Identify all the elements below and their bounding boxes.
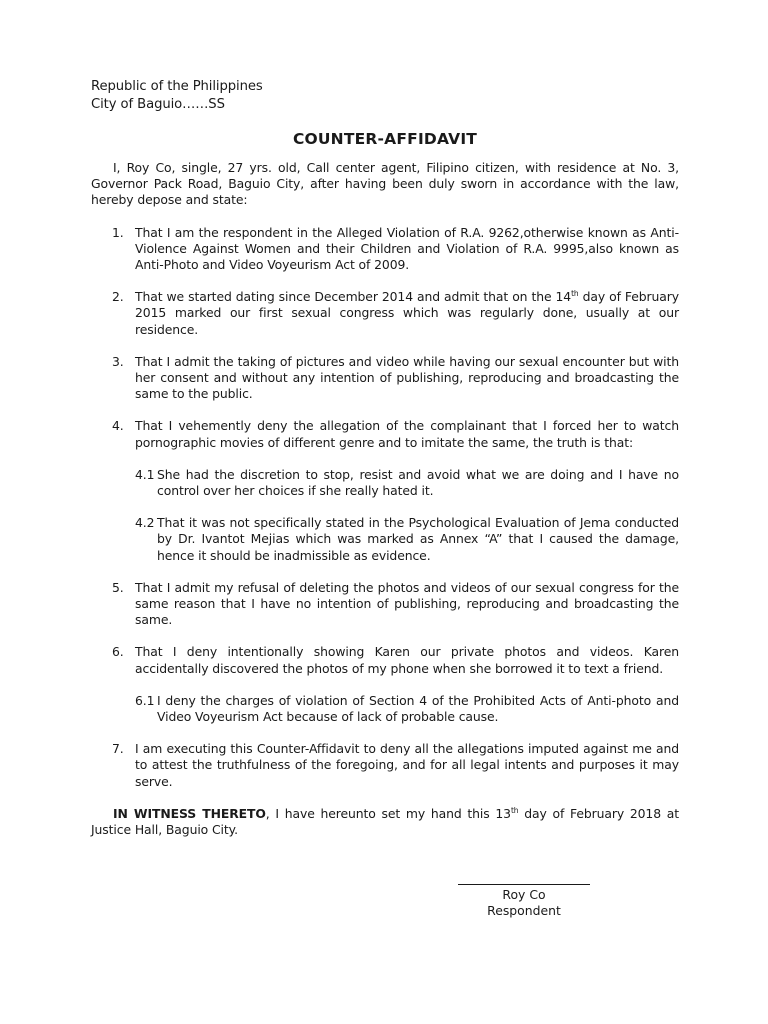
signatory-role: Respondent [487, 903, 561, 918]
list-item-text: That I admit my refusal of deleting the photos and videos of our sexual congress for the same reason that I have no intention of publishing, reproducing and broadcasting the same. [135, 579, 679, 628]
affidavit-document [91, 78, 679, 860]
document-title: COUNTER-AFFIDAVIT [292, 130, 478, 148]
sub-item-number: 6.1 [135, 692, 155, 708]
sub-item-number: 4.2 [135, 515, 155, 531]
witness-text-part: , I have hereunto set my hand this 13 [265, 805, 511, 821]
list-item-number: 4. [112, 418, 124, 434]
header-city-venue: City of Baguio……SS [91, 97, 225, 112]
signature-line [458, 884, 590, 885]
list-item-2 [91, 289, 679, 338]
list-item-number: 7. [112, 741, 124, 757]
ordinal-suffix: th [571, 289, 579, 299]
sub-item-text: That it was not specifically stated in the Psychological Evaluation of Jema conducted by Dr. Ivantot Mejias which was marked as Annex “A” that I caused the damage, hence it should be inadmissible as evidence. [157, 515, 679, 563]
sub-item-text: I deny the charges of violation of Section 4 of the Prohibited Acts of Anti-photo and Video Voyeurism Act because of lack of probable cause. [157, 692, 679, 725]
list-item-1 [91, 225, 679, 274]
list-item-number: 3. [112, 353, 124, 369]
list-item-text: I am executing this Counter-Affidavit to deny all the allegations imputed against me and to attest the truthfulness of the foregoing, and for all legal intents and purposes it may serve. [135, 741, 679, 789]
list-item-number: 6. [112, 644, 124, 660]
intro-paragraph: I, Roy Co, single, 27 yrs. old, Call center agent, Filipino citizen, with residence at No. 3, Governor Pack Road, Baguio City, after having been duly sworn in accordance with the law, hereby depose and state: [91, 160, 679, 208]
header-republic: Republic of the Philippines [91, 79, 263, 94]
sub-item-number: 4.1 [135, 466, 155, 482]
list-item-text: That I am the respondent in the Alleged Violation of R.A. 9262,otherwise known as Anti-Violence Against Women and their Children and Violation of R.A. 9995,also known as Anti-Photo and Video Voyeurism Act of 2009. [135, 224, 679, 273]
signature-block [457, 884, 591, 919]
list-item-5 [91, 580, 679, 629]
list-item-3 [91, 354, 679, 403]
list-item-number: 1. [112, 224, 124, 240]
list-item-text: That I deny intentionally showing Karen our private photos and videos. Karen accidentally discovered the photos of my phone when she borrowed it to text a friend. [135, 644, 679, 676]
list-item-7 [91, 741, 679, 790]
list-item-text: That I vehemently deny the allegation of the complainant that I forced her to watch pornographic movies of different genre and to imitate the same, the truth is that: [135, 418, 679, 450]
sub-item-text: She had the discretion to stop, resist and avoid what we are doing and I have no control over her choices if she really hated it. [157, 466, 679, 499]
list-item-text-part: day of February 2015 marked our first sexual congress which was regularly done, usually at our residence. [135, 289, 679, 337]
list-item-text: That I admit the taking of pictures and video while having our sexual encounter but with her consent and without any intention of publishing, reproducing and broadcasting the same to the public. [135, 353, 679, 402]
list-item-text-part: That we started dating since December 2014 and admit that on the 14 [135, 289, 572, 305]
witness-heading: IN WITNESS THERETO [113, 805, 266, 821]
ordinal-suffix: th [510, 805, 519, 815]
list-item-4 [91, 418, 679, 450]
witness-text-part: day of February 2018 at Justice Hall, Baguio City. [91, 805, 679, 838]
list-item-number: 5. [112, 579, 124, 595]
list-item-6 [91, 644, 679, 676]
witness-paragraph [91, 806, 679, 838]
sub-item-4-2 [91, 515, 679, 564]
list-item-number: 2. [112, 289, 124, 305]
sub-item-6-1 [91, 693, 679, 725]
signatory-name: Roy Co [502, 887, 546, 902]
sub-item-4-1 [91, 467, 679, 499]
list-item-text [135, 289, 679, 336]
